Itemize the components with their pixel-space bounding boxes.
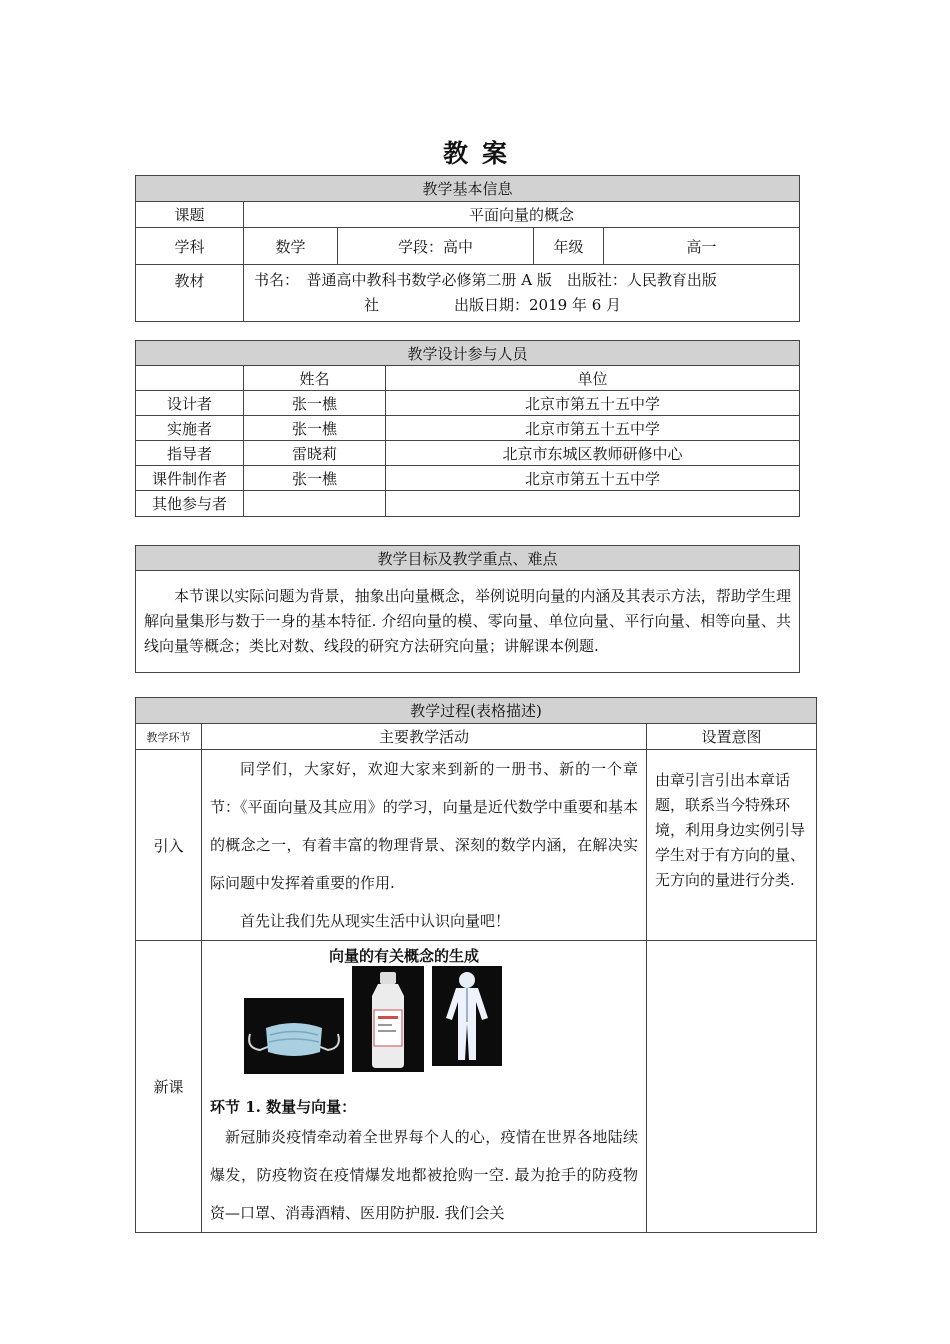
activity-column-header: 主要教学活动 bbox=[202, 724, 647, 750]
participant-name: 雷晓莉 bbox=[244, 441, 386, 466]
process-table bbox=[135, 697, 817, 1233]
mask-image bbox=[244, 998, 344, 1074]
participant-name bbox=[244, 491, 386, 517]
document-title: 教案 bbox=[442, 139, 521, 168]
participant-unit bbox=[386, 491, 800, 517]
subject-value: 数学 bbox=[244, 228, 338, 265]
objectives-text: 本节课以实际问题为背景，抽象出向量概念，举例说明向量的内涵及其表示方法，帮助学生理解向量集形与数于一身的基本特征. 介绍向量的模、零向量、单位向量、平行向量、相等向量、共线向量等概念；类比对数、线段的研究方法研究向量；讲解课本例题. bbox=[136, 571, 800, 673]
participant-unit: 北京市第五十五中学 bbox=[386, 416, 800, 441]
participants-header: 教学设计参与人员 bbox=[136, 341, 800, 366]
table-row bbox=[136, 750, 817, 941]
grade-label: 年级 bbox=[534, 228, 604, 265]
participant-name: 张一樵 bbox=[244, 466, 386, 491]
table-row bbox=[136, 391, 800, 416]
intro-paragraph-1: 同学们，大家好，欢迎大家来到新的一册书、新的一个章节：《平面向量及其应用》的学习，向量是近代数学中重要和基本的概念之一，有着丰富的物理背景、深刻的数学内涵，在解决实际问题中发挥着重要的作用. bbox=[210, 760, 638, 892]
participant-name: 张一樵 bbox=[244, 416, 386, 441]
protective-suit-image bbox=[432, 966, 502, 1066]
intro-paragraph-2: 首先让我们先从现实生活中认识向量吧！ bbox=[240, 912, 511, 930]
table-row bbox=[136, 416, 800, 441]
basic-info-table bbox=[135, 175, 800, 322]
participant-role: 其他参与者 bbox=[136, 491, 244, 517]
newcourse-paragraph-1: 新冠肺炎疫情牵动着全世界每个人的心，疫情在世界各地陆续爆发，防疫物资在疫情爆发地都被抢购一空. 最为抢手的防疫物资—口罩、消毒酒精、医用防护服. 我们会关 bbox=[210, 1128, 638, 1222]
grade-value: 高一 bbox=[604, 228, 800, 265]
participant-role: 实施者 bbox=[136, 416, 244, 441]
section-heading: 环节 1. 数量与向量： bbox=[210, 1098, 357, 1116]
stage-column-header: 教学环节 bbox=[136, 724, 202, 750]
textbook-label: 教材 bbox=[136, 265, 244, 322]
topic-label: 课题 bbox=[136, 202, 244, 228]
newcourse-intent bbox=[647, 941, 817, 1233]
participant-role: 课件制作者 bbox=[136, 466, 244, 491]
intent-column-header: 设置意图 bbox=[647, 724, 817, 750]
process-header: 教学过程(表格描述) bbox=[136, 698, 817, 724]
subject-label: 学科 bbox=[136, 228, 244, 265]
participants-unit-header: 单位 bbox=[386, 366, 800, 391]
newcourse-stage: 新课 bbox=[136, 941, 202, 1233]
table-row bbox=[136, 941, 817, 1233]
supply-photos bbox=[210, 966, 638, 1090]
objectives-header: 教学目标及教学重点、难点 bbox=[136, 546, 800, 571]
table-row bbox=[136, 491, 800, 517]
table-row bbox=[136, 441, 800, 466]
alcohol-bottle-image bbox=[352, 966, 424, 1072]
intro-activity bbox=[202, 750, 647, 941]
level-value: 学段：高中 bbox=[338, 228, 534, 265]
participants-table bbox=[135, 340, 800, 517]
textbook-line-2: 社 出版日期：2019 年 6 月 bbox=[364, 296, 622, 314]
textbook-value bbox=[244, 265, 800, 322]
newcourse-subhead: 向量的有关概念的生成 bbox=[328, 947, 479, 965]
textbook-line-1: 书名： 普通高中教科书数学必修第二册 A 版 出版社：人民教育出版 bbox=[254, 271, 717, 289]
basic-info-header: 教学基本信息 bbox=[136, 176, 800, 202]
participant-unit: 北京市第五十五中学 bbox=[386, 391, 800, 416]
newcourse-activity bbox=[202, 941, 647, 1233]
objectives-table bbox=[135, 545, 800, 673]
participant-role: 设计者 bbox=[136, 391, 244, 416]
table-row bbox=[136, 466, 800, 491]
participant-unit: 北京市第五十五中学 bbox=[386, 466, 800, 491]
participants-role-header bbox=[136, 366, 244, 391]
topic-value: 平面向量的概念 bbox=[244, 202, 800, 228]
participant-unit: 北京市东城区教师研修中心 bbox=[386, 441, 800, 466]
intro-intent: 由章引言引出本章话题，联系当今特殊环境，利用身边实例引导学生对于有方向的量、无方向的量进行分类. bbox=[647, 750, 817, 941]
participant-role: 指导者 bbox=[136, 441, 244, 466]
participant-name: 张一樵 bbox=[244, 391, 386, 416]
intro-stage: 引入 bbox=[136, 750, 202, 941]
participants-name-header: 姓名 bbox=[244, 366, 386, 391]
